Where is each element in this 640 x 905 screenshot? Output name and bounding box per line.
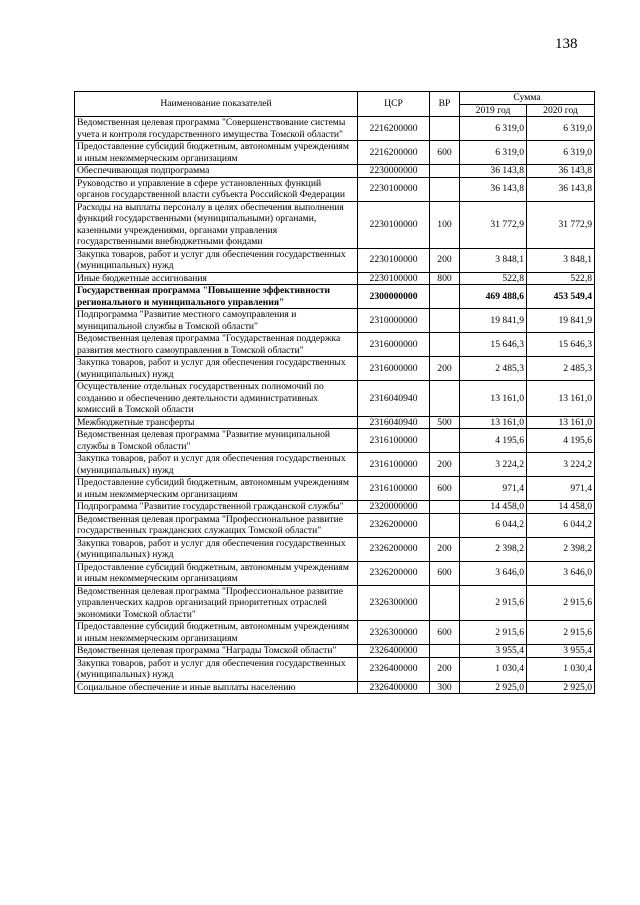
row-csr-cell: 2316100000 [358, 429, 430, 453]
row-csr-cell: 2326400000 [358, 645, 430, 658]
row-sum-2019-cell: 13 161,0 [460, 416, 527, 429]
row-sum-2019-cell: 15 646,3 [460, 333, 527, 357]
table-row [75, 248, 595, 272]
table-row [75, 309, 595, 333]
table-body [75, 117, 595, 694]
row-sum-2020-cell: 31 772,9 [527, 201, 595, 248]
row-sum-2019-cell: 2 915,6 [460, 621, 527, 645]
row-vr-cell [430, 429, 460, 453]
row-sum-2019-cell: 2 925,0 [460, 681, 527, 694]
row-vr-cell: 200 [430, 657, 460, 681]
row-sum-2019-cell: 6 044,2 [460, 513, 527, 537]
row-csr-cell: 2230100000 [358, 177, 430, 201]
row-sum-2020-cell: 2 915,6 [527, 585, 595, 621]
row-sum-2019-cell: 3 848,1 [460, 248, 527, 272]
row-sum-2019-cell: 6 319,0 [460, 117, 527, 141]
table-row [75, 272, 595, 285]
row-name-cell: Государственная программа "Повышение эффективности регионального и муниципального управления" [75, 285, 358, 309]
row-name-cell: Ведомственная целевая программа "Награды Томской области" [75, 645, 358, 658]
row-sum-2020-cell: 4 195,6 [527, 429, 595, 453]
row-sum-2020-cell: 6 319,0 [527, 141, 595, 165]
table-row [75, 513, 595, 537]
row-csr-cell: 2320000000 [358, 501, 430, 514]
row-csr-cell: 2326300000 [358, 621, 430, 645]
table-row [75, 201, 595, 248]
row-name-cell: Подпрограмма "Развитие местного самоуправления и муниципальной службы в Томской области" [75, 309, 358, 333]
row-sum-2020-cell: 2 485,3 [527, 357, 595, 381]
header-vr: ВР [430, 92, 460, 117]
row-vr-cell: 500 [430, 416, 460, 429]
row-sum-2020-cell: 14 458,0 [527, 501, 595, 514]
row-sum-2020-cell: 15 646,3 [527, 333, 595, 357]
row-csr-cell: 2300000000 [358, 285, 430, 309]
row-sum-2019-cell: 13 161,0 [460, 381, 527, 417]
row-vr-cell: 600 [430, 141, 460, 165]
row-sum-2020-cell: 1 030,4 [527, 657, 595, 681]
row-sum-2020-cell: 6 044,2 [527, 513, 595, 537]
row-sum-2019-cell: 3 955,4 [460, 645, 527, 658]
row-sum-2019-cell: 2 915,6 [460, 585, 527, 621]
row-sum-2019-cell: 14 458,0 [460, 501, 527, 514]
header-csr: ЦСР [358, 92, 430, 117]
row-sum-2019-cell: 6 319,0 [460, 141, 527, 165]
row-name-cell: Иные бюджетные ассигнования [75, 272, 358, 285]
row-vr-cell: 200 [430, 453, 460, 477]
row-csr-cell: 2326400000 [358, 657, 430, 681]
row-sum-2019-cell: 3 646,0 [460, 561, 527, 585]
row-vr-cell: 200 [430, 248, 460, 272]
row-name-cell: Предоставление субсидий бюджетным, автономным учреждениям и иным некоммерческим организациям [75, 141, 358, 165]
table-header [75, 92, 595, 117]
table-row [75, 429, 595, 453]
row-name-cell: Предоставление субсидий бюджетным, автономным учреждениям и иным некоммерческим организациям [75, 561, 358, 585]
row-sum-2020-cell: 2 398,2 [527, 537, 595, 561]
table-row [75, 657, 595, 681]
header-year-2019: 2019 год [460, 104, 527, 117]
row-name-cell: Расходы на выплаты персоналу в целях обеспечения выполнения функций государственными (муниципальными) органами, казенными учреждениями, органами управления государственными внебюджетными фондами [75, 201, 358, 248]
row-name-cell: Ведомственная целевая программа "Государственная поддержка развития местного самоуправления в Томской области" [75, 333, 358, 357]
row-sum-2019-cell: 4 195,6 [460, 429, 527, 453]
row-csr-cell: 2316100000 [358, 453, 430, 477]
row-csr-cell: 2326200000 [358, 561, 430, 585]
row-sum-2020-cell: 6 319,0 [527, 117, 595, 141]
row-sum-2019-cell: 36 143,8 [460, 177, 527, 201]
row-name-cell: Межбюджетные трансферты [75, 416, 358, 429]
row-csr-cell: 2326400000 [358, 681, 430, 694]
row-sum-2019-cell: 522,8 [460, 272, 527, 285]
row-name-cell: Закупка товаров, работ и услуг для обеспечения государственных (муниципальных) нужд [75, 248, 358, 272]
row-vr-cell: 200 [430, 357, 460, 381]
row-sum-2019-cell: 2 485,3 [460, 357, 527, 381]
row-name-cell: Социальное обеспечение и иные выплаты населению [75, 681, 358, 694]
row-name-cell: Обеспечивающая подпрограмма [75, 165, 358, 178]
row-name-cell: Закупка товаров, работ и услуг для обеспечения государственных (муниципальных) нужд [75, 357, 358, 381]
row-csr-cell: 2230100000 [358, 248, 430, 272]
table-row [75, 177, 595, 201]
row-sum-2020-cell: 453 549,4 [527, 285, 595, 309]
row-csr-cell: 2230100000 [358, 201, 430, 248]
row-name-cell: Осуществление отдельных государственных полномочий по созданию и обеспечению деятельности административных комиссий в Томской области [75, 381, 358, 417]
row-sum-2019-cell: 469 488,6 [460, 285, 527, 309]
row-csr-cell: 2316040940 [358, 416, 430, 429]
row-vr-cell: 100 [430, 201, 460, 248]
budget-table [74, 91, 595, 694]
table-row [75, 645, 595, 658]
row-vr-cell [430, 645, 460, 658]
row-csr-cell: 2216200000 [358, 117, 430, 141]
table-row [75, 477, 595, 501]
header-name: Наименование показателей [75, 92, 358, 117]
row-name-cell: Руководство и управление в сфере установленных функций органов государственной власти субъекта Российской Федерации [75, 177, 358, 201]
table-row [75, 117, 595, 141]
page-number: 138 [555, 36, 578, 52]
row-sum-2020-cell: 3 955,4 [527, 645, 595, 658]
row-csr-cell: 2310000000 [358, 309, 430, 333]
row-vr-cell: 600 [430, 561, 460, 585]
row-vr-cell [430, 285, 460, 309]
row-name-cell: Закупка товаров, работ и услуг для обеспечения государственных (муниципальных) нужд [75, 453, 358, 477]
row-sum-2020-cell: 36 143,8 [527, 165, 595, 178]
row-vr-cell [430, 165, 460, 178]
row-name-cell: Ведомственная целевая программа "Профессиональное развитие государственных гражданских служащих Томской области" [75, 513, 358, 537]
table-row [75, 501, 595, 514]
row-sum-2019-cell: 19 841,9 [460, 309, 527, 333]
row-csr-cell: 2326300000 [358, 585, 430, 621]
row-vr-cell [430, 513, 460, 537]
row-sum-2020-cell: 13 161,0 [527, 381, 595, 417]
row-vr-cell: 300 [430, 681, 460, 694]
row-vr-cell [430, 585, 460, 621]
row-name-cell: Закупка товаров, работ и услуг для обеспечения государственных (муниципальных) нужд [75, 657, 358, 681]
row-sum-2019-cell: 2 398,2 [460, 537, 527, 561]
row-sum-2020-cell: 522,8 [527, 272, 595, 285]
table-row [75, 585, 595, 621]
row-csr-cell: 2316000000 [358, 357, 430, 381]
row-vr-cell [430, 309, 460, 333]
row-sum-2019-cell: 971,4 [460, 477, 527, 501]
row-sum-2020-cell: 3 646,0 [527, 561, 595, 585]
header-year-2020: 2020 год [527, 104, 595, 117]
row-sum-2020-cell: 2 915,6 [527, 621, 595, 645]
table-row [75, 141, 595, 165]
row-vr-cell: 600 [430, 621, 460, 645]
table-row [75, 681, 595, 694]
row-vr-cell [430, 177, 460, 201]
row-sum-2020-cell: 3 224,2 [527, 453, 595, 477]
row-name-cell: Предоставление субсидий бюджетным, автономным учреждениям и иным некоммерческим организациям [75, 477, 358, 501]
row-sum-2020-cell: 3 848,1 [527, 248, 595, 272]
table-row [75, 561, 595, 585]
row-csr-cell: 2326200000 [358, 513, 430, 537]
row-vr-cell: 200 [430, 537, 460, 561]
table-row [75, 621, 595, 645]
row-name-cell: Ведомственная целевая программа "Развитие муниципальной службы в Томской области" [75, 429, 358, 453]
row-csr-cell: 2316100000 [358, 477, 430, 501]
row-sum-2020-cell: 13 161,0 [527, 416, 595, 429]
row-name-cell: Ведомственная целевая программа "Совершенствование системы учета и контроля государственного имущества Томской области" [75, 117, 358, 141]
table-row [75, 537, 595, 561]
row-sum-2019-cell: 3 224,2 [460, 453, 527, 477]
row-sum-2019-cell: 36 143,8 [460, 165, 527, 178]
row-vr-cell [430, 117, 460, 141]
row-name-cell: Ведомственная целевая программа "Профессиональное развитие управленческих кадров организаций приоритетных отраслей экономики Томской области" [75, 585, 358, 621]
row-vr-cell [430, 501, 460, 514]
table-row [75, 453, 595, 477]
row-sum-2020-cell: 36 143,8 [527, 177, 595, 201]
row-vr-cell: 600 [430, 477, 460, 501]
row-name-cell: Закупка товаров, работ и услуг для обеспечения государственных (муниципальных) нужд [75, 537, 358, 561]
row-csr-cell: 2326200000 [358, 537, 430, 561]
table-row [75, 333, 595, 357]
row-csr-cell: 2316040940 [358, 381, 430, 417]
row-sum-2020-cell: 971,4 [527, 477, 595, 501]
row-name-cell: Подпрограмма "Развитие государственной гражданской службы" [75, 501, 358, 514]
table-row [75, 416, 595, 429]
table-row [75, 381, 595, 417]
row-sum-2020-cell: 2 925,0 [527, 681, 595, 694]
table-row [75, 165, 595, 178]
row-vr-cell [430, 381, 460, 417]
row-vr-cell [430, 333, 460, 357]
row-csr-cell: 2316000000 [358, 333, 430, 357]
row-csr-cell: 2230100000 [358, 272, 430, 285]
row-name-cell: Предоставление субсидий бюджетным, автономным учреждениям и иным некоммерческим организациям [75, 621, 358, 645]
row-csr-cell: 2216200000 [358, 141, 430, 165]
row-sum-2019-cell: 1 030,4 [460, 657, 527, 681]
row-sum-2020-cell: 19 841,9 [527, 309, 595, 333]
row-sum-2019-cell: 31 772,9 [460, 201, 527, 248]
table-row [75, 357, 595, 381]
row-vr-cell: 800 [430, 272, 460, 285]
header-sum: Сумма [460, 92, 595, 105]
table-row [75, 285, 595, 309]
row-csr-cell: 2230000000 [358, 165, 430, 178]
